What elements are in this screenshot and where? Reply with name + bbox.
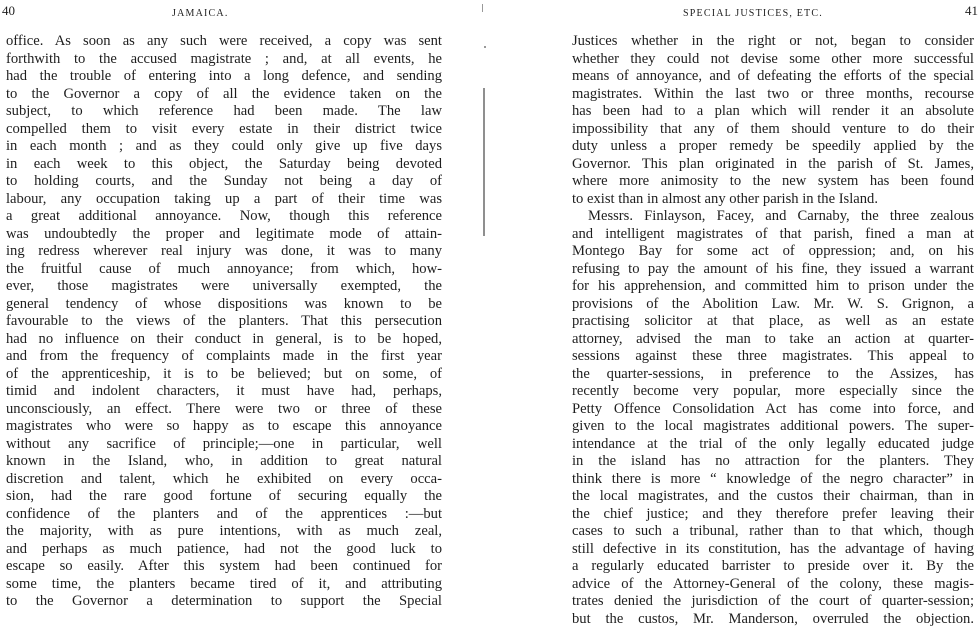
- text-line: magistrates. Within the last two or three months, recourse: [572, 85, 974, 102]
- gutter-binding-shadow: [483, 88, 485, 236]
- text-line: a regularly educated barrister to preside over it. By the: [572, 558, 974, 574]
- text-line: attorney, advised the man to take an action at quarter-: [572, 330, 974, 347]
- text-line: general tendency of whose dispositions was known to be: [6, 295, 442, 312]
- text-line: provisions of the Abolition Law. Mr. W. S. Grignon, a: [572, 295, 974, 312]
- text-line: and intelligent magistrates of that parish, fined a man at: [572, 225, 974, 242]
- text-line: known in the Island, who, in addition to great natural: [6, 453, 442, 469]
- right-page: [548, 0, 980, 635]
- text-line: discretion and talent, which he exhibited on every occa-: [6, 470, 442, 487]
- text-line: advice of the Attorney-General of the colony, these magis-: [572, 575, 974, 592]
- left-page-text: [0, 33, 445, 611]
- text-line: sessions against these three magistrates. This appeal to: [572, 348, 974, 364]
- text-line: ever, those magistrates were universally exempted, the: [6, 278, 442, 294]
- text-line: practising solicitor at that place, as well as an estate: [572, 313, 974, 329]
- text-line: has been had to a plan which will render it an absolute: [572, 103, 974, 119]
- text-line: Governor. This plan originated in the parish of St. James,: [572, 155, 974, 172]
- text-line: the majority, with as pure intentions, with as much zeal,: [6, 523, 442, 539]
- gutter-mark-top: [482, 4, 483, 12]
- text-line: think there is more “ knowledge of the negro character” in: [572, 470, 974, 487]
- gutter-speck: [484, 46, 486, 48]
- text-line: given to the local magistrates additional powers. The super-: [572, 418, 974, 434]
- text-line: the quarter-sessions, in preference to the Assizes, has: [572, 365, 974, 382]
- text-line: compelled them to visit every estate in their district twice: [6, 120, 442, 137]
- left-running-head: JAMAICA.: [172, 8, 229, 19]
- text-line: labour, any occupation taking up a part of their time was: [6, 190, 442, 207]
- text-line: ing redress wherever real injury was done, it was to many: [6, 243, 442, 259]
- text-line: recently become very popular, more especially since the: [572, 383, 974, 399]
- text-line: some time, the planters became tired of it, and attributing: [6, 575, 442, 592]
- text-line: Petty Offence Consolidation Act has come into force, and: [572, 400, 974, 417]
- text-line: had no influence on their conduct in general, is to be hoped,: [6, 330, 442, 347]
- text-line: office. As soon as any such were received, a copy was sent: [6, 33, 442, 49]
- text-line: forthwith to the accused magistrate ; and, at all events, he: [6, 50, 442, 67]
- text-line: Justices whether in the right or not, began to consider: [572, 33, 974, 49]
- text-line: sion, had the rare good fortune of securing equally the: [6, 488, 442, 504]
- text-line: the chief justice; and they therefore prefer leaving their: [572, 505, 974, 522]
- text-line: timid and indolent characters, it must have had, perhaps,: [6, 383, 442, 399]
- text-line: duty unless a proper remedy be speedily applied by the: [572, 138, 974, 154]
- left-page: [0, 0, 445, 635]
- text-line: cases to such a tribunal, rather than to that which, though: [572, 523, 974, 539]
- text-line: escape so easily. After this system had been continued for: [6, 558, 442, 574]
- text-line: for his apprehension, and committed him to prison under the: [572, 278, 974, 294]
- text-line: favourable to the views of the planters. That this persecution: [6, 313, 442, 329]
- text-line: a great additional annoyance. Now, though this reference: [6, 208, 442, 224]
- text-line: magistrates who were so happy as to escape this annoyance: [6, 418, 442, 434]
- right-page-text: [548, 33, 980, 628]
- text-line: refusing to pay the amount of his fine, they issued a warrant: [572, 260, 974, 277]
- text-line: Montego Bay for some act of oppression; and, on his: [572, 243, 974, 259]
- text-line: in the island has no attraction for the planters. They: [572, 453, 974, 469]
- text-line: of the apprenticeship, it is to be believed; but on some, of: [6, 365, 442, 382]
- text-line: still defective in its constitution, has the advantage of having: [572, 540, 974, 557]
- text-line: intendance at the trial of the only legally educated judge: [572, 435, 974, 452]
- text-line: the fruitful cause of much annoyance; from which, how-: [6, 260, 442, 277]
- text-line: in each week to this object, the Saturday being devoted: [6, 155, 442, 172]
- text-line: without any sacrifice of principle;—one in particular, well: [6, 435, 442, 452]
- text-line: means of annoyance, and of defeating the efforts of the special: [572, 68, 974, 84]
- text-line: impossibility that any of them should venture to do their: [572, 120, 974, 137]
- text-line: Messrs. Finlayson, Facey, and Carnaby, the three zealous: [588, 208, 974, 224]
- text-line: trates denied the jurisdiction of the court of quarter-session;: [572, 593, 974, 609]
- text-line: and perhaps as much patience, had not the good luck to: [6, 540, 442, 557]
- text-line: confidence of the planters and of the apprentices :—but: [6, 505, 442, 522]
- text-line: unconsciously, an effect. There were two or three of these: [6, 400, 442, 417]
- text-line: and from the frequency of complaints made in the first year: [6, 348, 442, 364]
- text-line: had the trouble of entering into a long defence, and sending: [6, 68, 442, 84]
- right-page-number: 41: [965, 3, 978, 18]
- text-line: to the Governor a copy of all the evidence taken on the: [6, 85, 442, 102]
- text-line: in each month ; and as they could only give up five days: [6, 138, 442, 154]
- text-line: whether they could not devise some other more successful: [572, 50, 974, 67]
- text-line: where more animosity to the new system has been found: [572, 173, 974, 189]
- text-line: was undoubtedly the proper and legitimate mode of attain-: [6, 225, 442, 242]
- left-page-number: 40: [2, 3, 15, 18]
- right-running-head: SPECIAL JUSTICES, ETC.: [683, 8, 823, 19]
- text-line: to holding courts, and the Sunday not being a day of: [6, 173, 442, 189]
- text-line: but the custos, Mr. Manderson, overruled the objection.: [572, 610, 974, 627]
- text-line: subject, to which reference had been made. The law: [6, 103, 442, 119]
- text-line: to exist than in almost any other parish in the Island.: [572, 190, 879, 207]
- text-line: to the Governor a determination to support the Special: [6, 593, 442, 609]
- text-line: the local magistrates, and the custos their chairman, than in: [572, 488, 974, 504]
